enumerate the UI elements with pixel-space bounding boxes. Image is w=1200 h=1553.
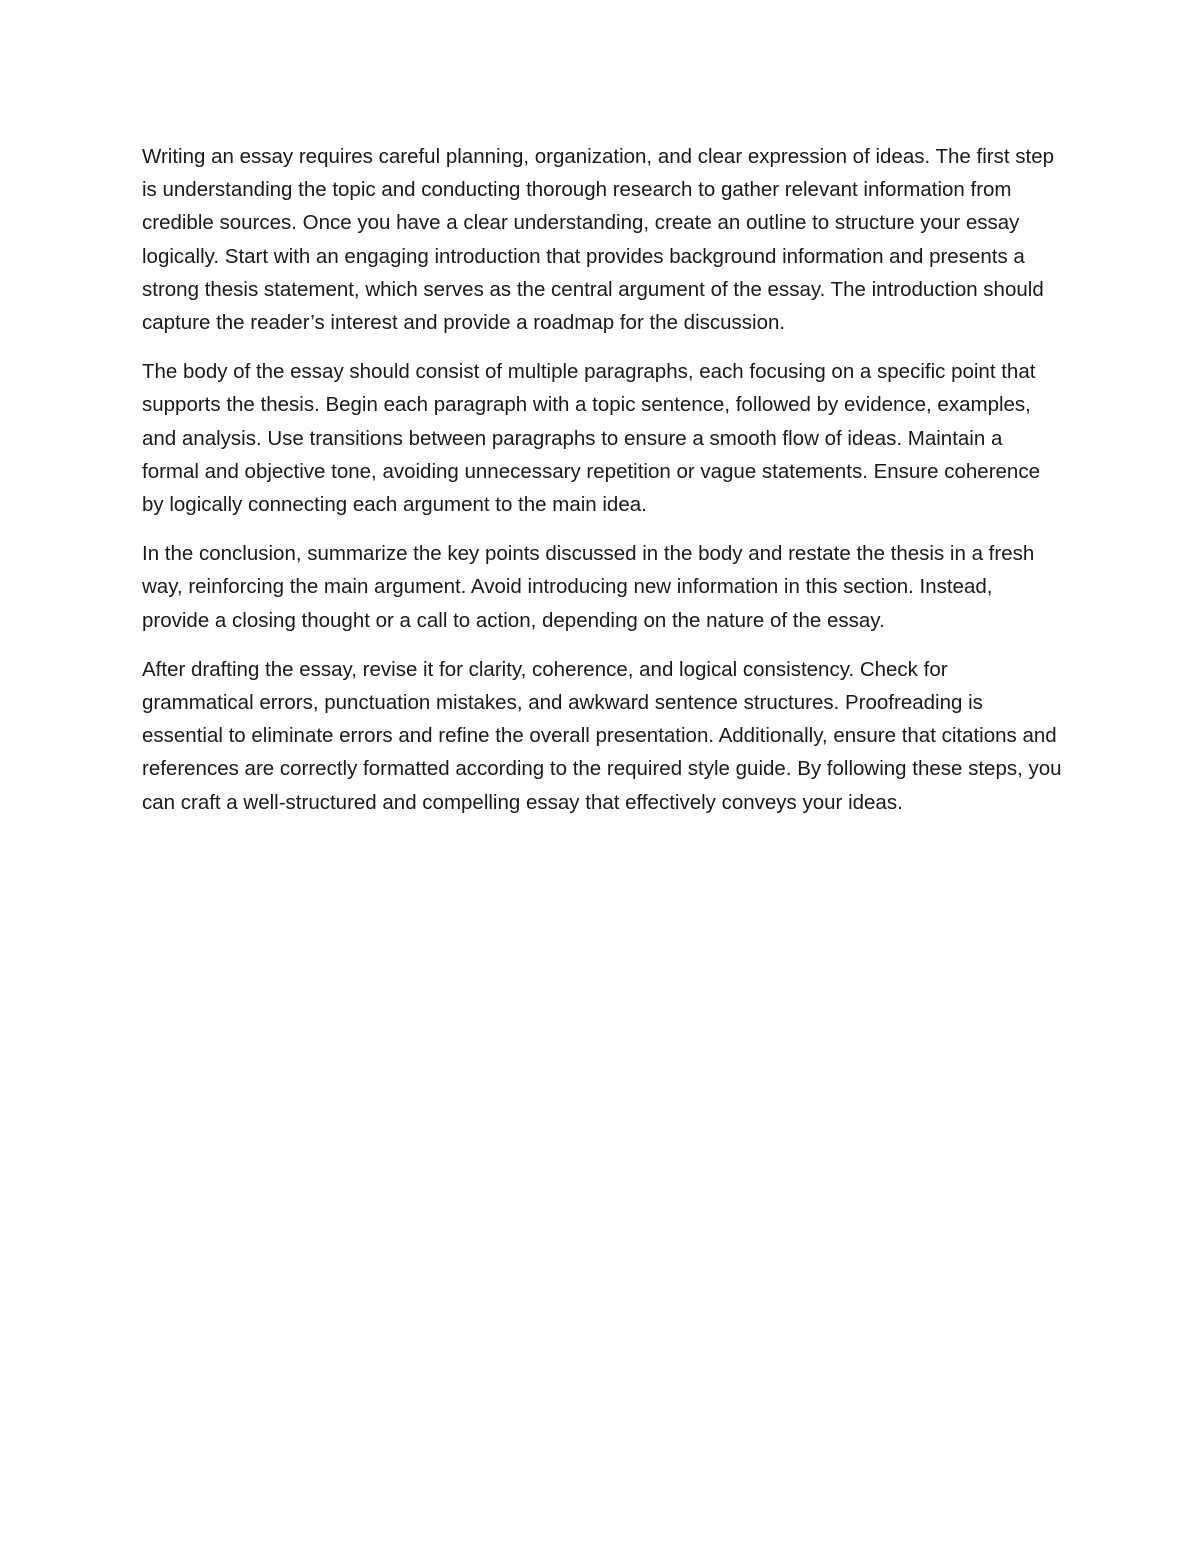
- document-body: [142, 140, 1062, 835]
- paragraph-introduction: Writing an essay requires careful planning, organization, and clear expression of ideas. The first step is understanding the topic and conducting thorough research to gather relevant information from credible sources. Once you have a clear understanding, create an outline to structure your essay logically. Start with an engaging introduction that provides background information and presents a strong thesis statement, which serves as the central argument of the essay. The introduction should capture the reader’s interest and provide a roadmap for the discussion.: [142, 145, 1054, 335]
- paragraph-revision: After drafting the essay, revise it for clarity, coherence, and logical consistency. Check for grammatical errors, punctuation mistakes, and awkward sentence structures. Proofreading is essential to eliminate errors and refine the overall presentation. Additionally, ensure that citations and references are correctly formatted according to the required style guide. By following these steps, you can craft a well-structured and compelling essay that effectively conveys your ideas.: [142, 657, 1062, 814]
- paragraph-conclusion: In the conclusion, summarize the key points discussed in the body and restate the thesis in a fresh way, reinforcing the main argument. Avoid introducing new information in this section. Instead, provide a closing thought or a call to action, depending on the nature of the essay.: [142, 542, 1035, 632]
- paragraph-body: The body of the essay should consist of multiple paragraphs, each focusing on a specific point that supports the thesis. Begin each paragraph with a topic sentence, followed by evidence, examples, and analysis. Use transitions between paragraphs to ensure a smooth flow of ideas. Maintain a formal and objective tone, avoiding unnecessary repetition or vague statements. Ensure coherence by logically connecting each argument to the main idea.: [142, 360, 1040, 517]
